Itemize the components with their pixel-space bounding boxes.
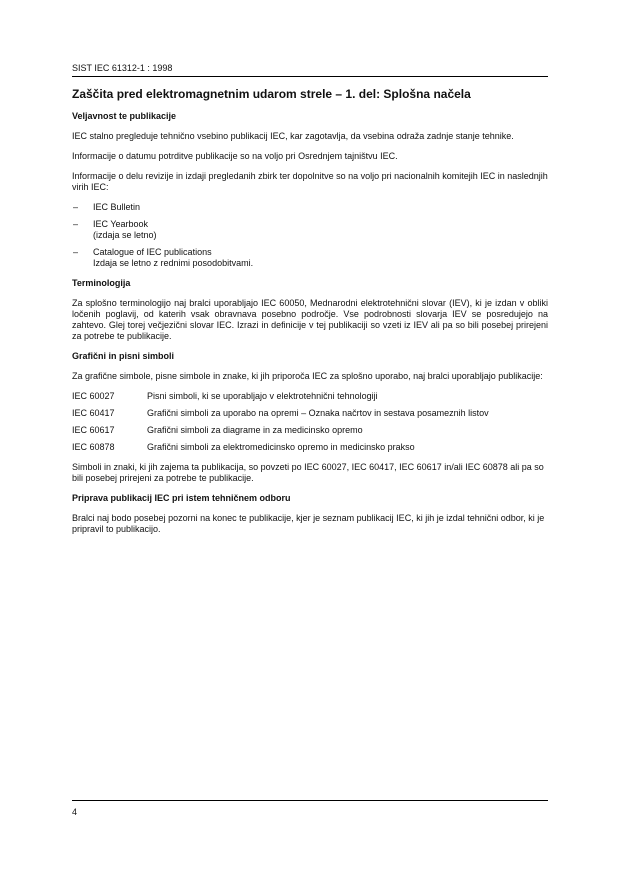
list-item bbox=[72, 247, 548, 269]
list-dash: – bbox=[73, 219, 79, 229]
symbol-description: Grafični simboli za diagrame in za medicinsko opremo bbox=[147, 425, 363, 435]
table-row bbox=[72, 408, 548, 419]
symbol-description: Grafični simboli za uporabo na opremi – Oznaka načrtov in sestava posameznih listov bbox=[147, 408, 489, 418]
header-rule bbox=[72, 76, 548, 77]
terminology-heading: Terminologija bbox=[72, 278, 131, 288]
symbols-heading: Grafični in pisni simboli bbox=[72, 351, 175, 361]
table-row bbox=[72, 442, 548, 453]
terminology-paragraph: Za splošno terminologijo naj bralci uporabljajo IEC 60050, Mednarodni elektrotehnični slovar (IEV), ki je izdan v obliki ločenih poglavij, od katerih vsak obravnava posebno področje. Vse podrobnosti slovarja IEV se posredujejo na zahtevo. Glej torej večjezični slovar IEC. Izrazi in definicije v tej publikaciji so vzeti iz IEV ali pa so bili posebej prirejeni za potrebe te publikacije. bbox=[72, 298, 548, 341]
preparation-paragraph: Bralci naj bodo posebej pozorni na konec te publikacije, kjer je seznam publikacij IEC, ki jih je izdal tehnični odbor, ki je pripravil to publikacijo. bbox=[72, 513, 545, 534]
list-item-note: (izdaja se letno) bbox=[93, 230, 157, 240]
validity-paragraph-2: Informacije o datumu potrditve publikacije so na voljo pri Osrednjem tajništvu IEC. bbox=[72, 151, 398, 161]
symbol-code: IEC 60878 bbox=[72, 442, 115, 452]
list-item-text: Catalogue of IEC publications bbox=[93, 247, 212, 257]
list-dash: – bbox=[73, 202, 79, 212]
preparation-heading: Priprava publikacij IEC pri istem tehničnem odboru bbox=[72, 493, 291, 503]
page-title: Zaščita pred elektromagnetnim udarom strele – 1. del: Splošna načela bbox=[72, 87, 471, 101]
footer-rule bbox=[72, 800, 548, 801]
list-item bbox=[72, 202, 548, 213]
list-item-text: IEC Yearbook bbox=[93, 219, 149, 229]
list-item bbox=[72, 219, 548, 241]
symbol-code: IEC 60617 bbox=[72, 425, 115, 435]
document-id: SIST IEC 61312-1 : 1998 bbox=[72, 63, 173, 73]
page-content bbox=[72, 87, 548, 544]
validity-heading: Veljavnost te publikacije bbox=[72, 111, 177, 121]
symbol-description: Grafični simboli za elektromedicinsko opremo in medicinsko prakso bbox=[147, 442, 415, 452]
iec-sources-list bbox=[72, 202, 548, 269]
list-dash: – bbox=[73, 247, 79, 257]
symbols-paragraph-1: Za grafične simbole, pisne simbole in znake, ki jih priporoča IEC za splošno uporabo, naj bralci uporabljajo publikacije: bbox=[72, 371, 543, 381]
table-row bbox=[72, 391, 548, 402]
symbol-code: IEC 60027 bbox=[72, 391, 115, 401]
symbols-paragraph-2: Simboli in znaki, ki jih zajema ta publikacija, so povzeti po IEC 60027, IEC 60417, IEC 60617 in/ali IEC 60878 ali pa so bili posebej prirejeni za potrebe te publikacije. bbox=[72, 462, 544, 483]
symbols-table bbox=[72, 391, 548, 453]
list-item-text: IEC Bulletin bbox=[93, 202, 141, 212]
list-item-note: Izdaja se letno z rednimi posodobitvami. bbox=[93, 258, 254, 268]
validity-paragraph-1: IEC stalno pregleduje tehnično vsebino publikacij IEC, kar zagotavlja, da vsebina odraža zadnje stanje tehnike. bbox=[72, 131, 514, 141]
symbol-code: IEC 60417 bbox=[72, 408, 115, 418]
validity-paragraph-3: Informacije o delu revizije in izdaji pregledanih zbirk ter dopolnitve so na voljo pri nacionalnih komitejih IEC in naslednjih virih IEC: bbox=[72, 171, 548, 192]
symbol-description: Pisni simboli, ki se uporabljajo v elektrotehnični tehnologiji bbox=[147, 391, 378, 401]
page-number: 4 bbox=[72, 807, 78, 817]
table-row bbox=[72, 425, 548, 436]
